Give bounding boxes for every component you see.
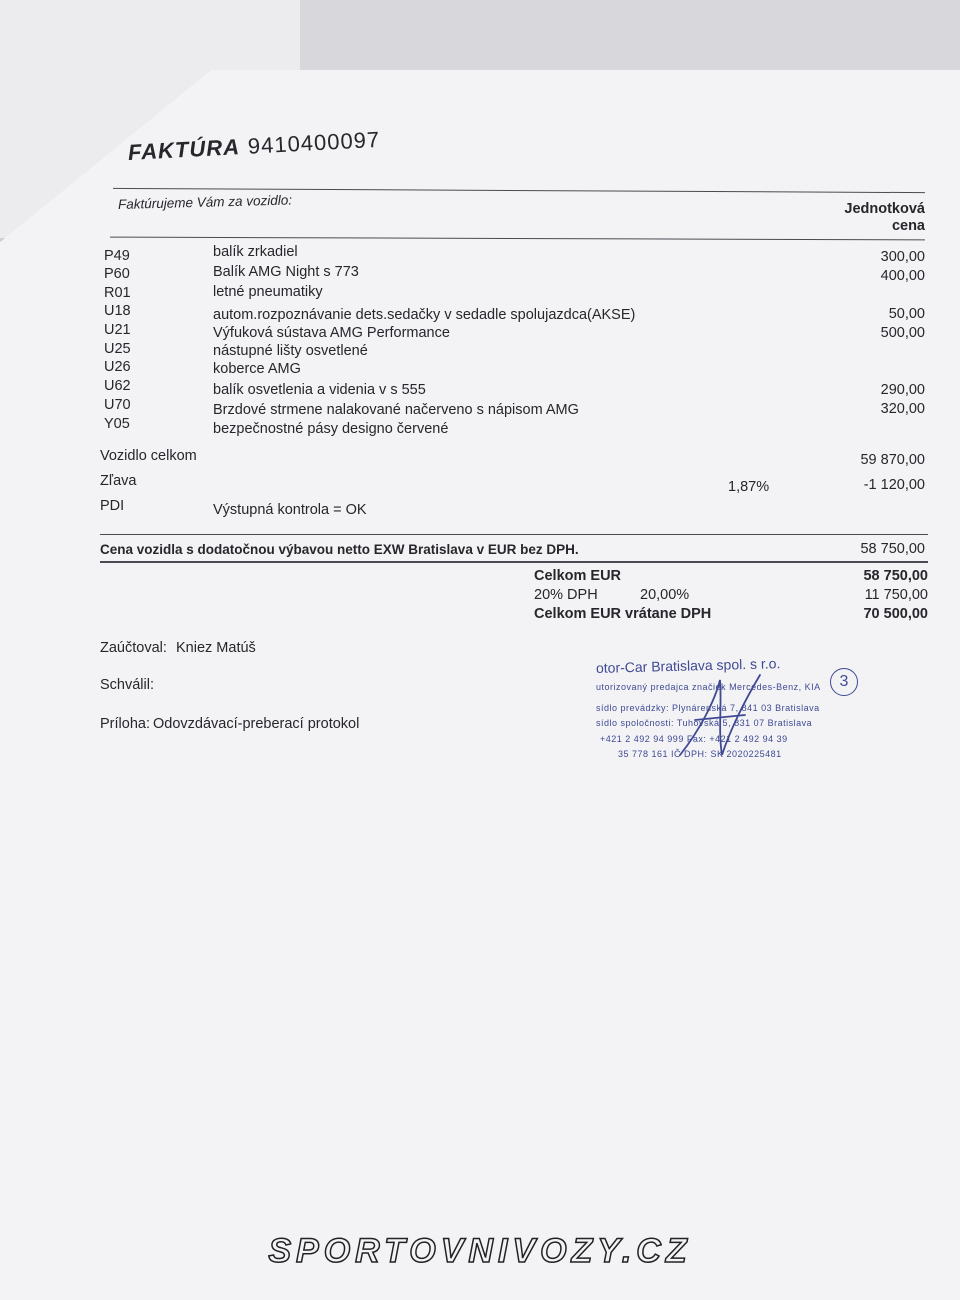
invoice-intro: Faktúrujeme Vám za vozidlo: xyxy=(117,192,293,212)
item-code: U21 xyxy=(104,322,131,338)
item-desc: bezpečnostné pásy designo červené xyxy=(213,421,449,437)
item-desc: balík zrkadiel xyxy=(213,244,298,260)
vehicle-total-value: 59 870,00 xyxy=(860,452,925,468)
stamp-line: utorizovaný predajca značiek Mercedes-Benz, KIA xyxy=(596,682,821,692)
site-watermark: SPORTOVNIVOZY.CZ xyxy=(268,1232,692,1270)
discount-value: -1 120,00 xyxy=(863,477,925,493)
pdi-label: PDI xyxy=(100,498,125,514)
item-price: 300,00 xyxy=(880,249,925,265)
vehicle-total-label: Vozidlo celkom xyxy=(100,448,197,464)
item-price: 290,00 xyxy=(880,382,925,398)
signature-icon xyxy=(660,660,780,770)
total-eur-label: Celkom EUR xyxy=(534,568,622,584)
vat-label: 20% DPH xyxy=(534,587,598,603)
invoice-title-label: FAKTÚRA xyxy=(127,134,241,165)
unit-price-header-2: cena xyxy=(891,218,925,234)
grand-total-value: 70 500,00 xyxy=(863,606,928,622)
stamp-line: sídlo spoločnosti: Tuhovská 5, 831 07 Bratislava xyxy=(596,718,813,728)
item-code: U18 xyxy=(104,303,131,319)
approved-label: Schválil: xyxy=(100,677,154,693)
attachment-value: Odovzdávací-preberací protokol xyxy=(153,716,360,732)
item-desc: autom.rozpoznávanie dets.sedačky v sedadle spolujazdca(AKSE) xyxy=(213,307,636,323)
grand-total-label: Celkom EUR vrátane DPH xyxy=(534,606,712,622)
stamp-copy-number: 3 xyxy=(830,668,858,696)
item-code: U62 xyxy=(104,378,131,394)
net-price-label: Cena vozidla s dodatočnou výbavou netto EXW Bratislava v EUR bez DPH. xyxy=(100,542,579,557)
net-top-rule xyxy=(100,534,928,535)
accounted-name: Kniez Matúš xyxy=(176,640,256,656)
item-code: R01 xyxy=(104,285,131,301)
vat-value: 11 750,00 xyxy=(864,587,928,603)
item-desc: balík osvetlenia a videnia v s 555 xyxy=(213,382,426,398)
item-code: Y05 xyxy=(104,416,130,432)
item-code: P60 xyxy=(104,266,130,282)
discount-label: Zľava xyxy=(100,473,137,489)
stamp-line: +421 2 492 94 999 Fax: +421 2 492 94 39 xyxy=(600,734,788,744)
discount-percent: 1,87% xyxy=(728,479,770,495)
header-bottom-rule xyxy=(110,237,925,241)
stamp-line: 35 778 161 IČ DPH: SK 2020225481 xyxy=(618,749,782,759)
attachment-label: Príloha: xyxy=(100,716,150,732)
item-desc: Balík AMG Night s 773 xyxy=(213,264,359,280)
item-price: 50,00 xyxy=(888,306,925,322)
item-code: U25 xyxy=(104,341,131,357)
item-desc: nástupné lišty osvetlené xyxy=(213,343,368,359)
net-price-value: 58 750,00 xyxy=(860,541,925,557)
item-price: 400,00 xyxy=(880,268,925,284)
invoice-number: 9410400097 xyxy=(247,126,381,159)
vat-rate: 20,00% xyxy=(640,587,690,603)
unit-price-header-1: Jednotková xyxy=(844,201,925,217)
invoice-title xyxy=(127,127,380,166)
item-code: U70 xyxy=(104,397,131,413)
pdi-description: Výstupná kontrola = OK xyxy=(213,502,367,518)
stamp-company: otor-Car Bratislava spol. s r.o. xyxy=(595,655,781,676)
item-desc: koberce AMG xyxy=(213,361,301,377)
item-code: P49 xyxy=(104,248,130,264)
item-code: U26 xyxy=(104,359,131,375)
item-desc: Výfuková sústava AMG Performance xyxy=(213,325,450,341)
item-desc: Brzdové strmene nalakované načerveno s nápisom AMG xyxy=(213,402,579,418)
stamp-line: sídlo prevádzky: Plynárenská 7, 841 03 Bratislava xyxy=(596,703,820,713)
item-desc: letné pneumatiky xyxy=(213,284,323,300)
item-price: 500,00 xyxy=(880,325,925,341)
accounted-label: Zaúčtoval: xyxy=(100,640,167,656)
item-price: 320,00 xyxy=(880,401,925,417)
net-bottom-rule xyxy=(100,561,928,563)
total-eur-value: 58 750,00 xyxy=(863,568,928,584)
